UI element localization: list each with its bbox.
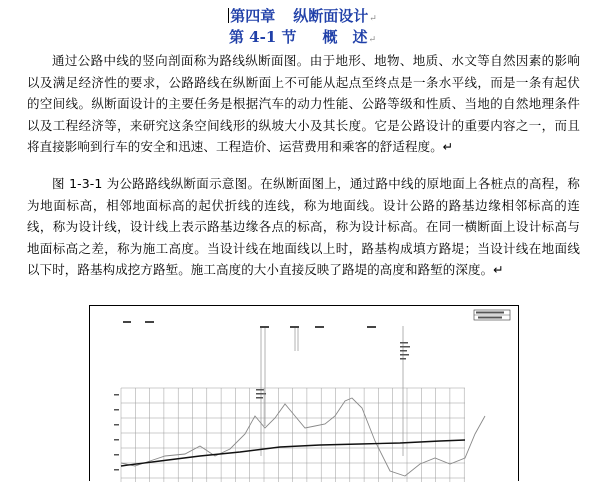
body-paragraph-2: 图 1-3-1 为公路路线纵断面示意图。在纵断面图上，通过路中线的原地面上各桩点的高程，称为地面标高，相邻地面标高的起伏折线的连线，称为地面线。设计公路的路基边缘相邻标高的连线，称为设计线，设计线上表示路基边缘各点的标高，称为设计标高。在同一横断面上设计标高与地面标高之差，称为施工高度。当设计线在地面线以上时，路基构成填方路堤；当设计线在地面线以下时，路基构成挖方路堑。施工高度的大小直接反映了路堤的高度和路堑的深度。↵ [27,176,580,277]
title-block [474,310,510,320]
longitudinal-profile-figure [89,305,519,481]
body-paragraph-1: 通过公路中线的竖向剖面称为路线纵断面图。由于地形、地物、地质、水文等自然因素的影响以及满足经济性的要求，公路路线在纵断面上不可能从起点至终点是一条水平线，而是一条有起伏的空间线。纵断面设计的主要任务是根据汽车的动力性能、公路等级和性质、当地的自然地理条件以及工程经济等，来研究这条空间线形的纵坡大小及其长度。它是公路设计的重要内容之一，而且将直接影响到行车的安全和迅速、工程造价、运营费用和乘客的舒适程度。↵ [27,53,580,154]
design-line [121,440,465,466]
station-labels [123,321,376,328]
profile-grid [121,388,465,482]
elevation-scale [114,394,119,471]
annotation-block [256,342,410,399]
section-title: 概 述 [322,28,368,46]
chapter-title: 纵断面设计 [293,7,369,25]
profile-drawing [90,306,520,482]
chapter-heading [0,6,605,29]
marker-lines [261,326,403,456]
chapter-number: 第四章 [230,7,276,25]
paragraph-mark-icon: ↵ [368,35,377,45]
section-heading [0,27,605,50]
section-number: 第 4-1 节 [228,28,297,46]
ground-line [121,398,485,476]
paragraph-mark-icon: ↵ [369,14,377,24]
